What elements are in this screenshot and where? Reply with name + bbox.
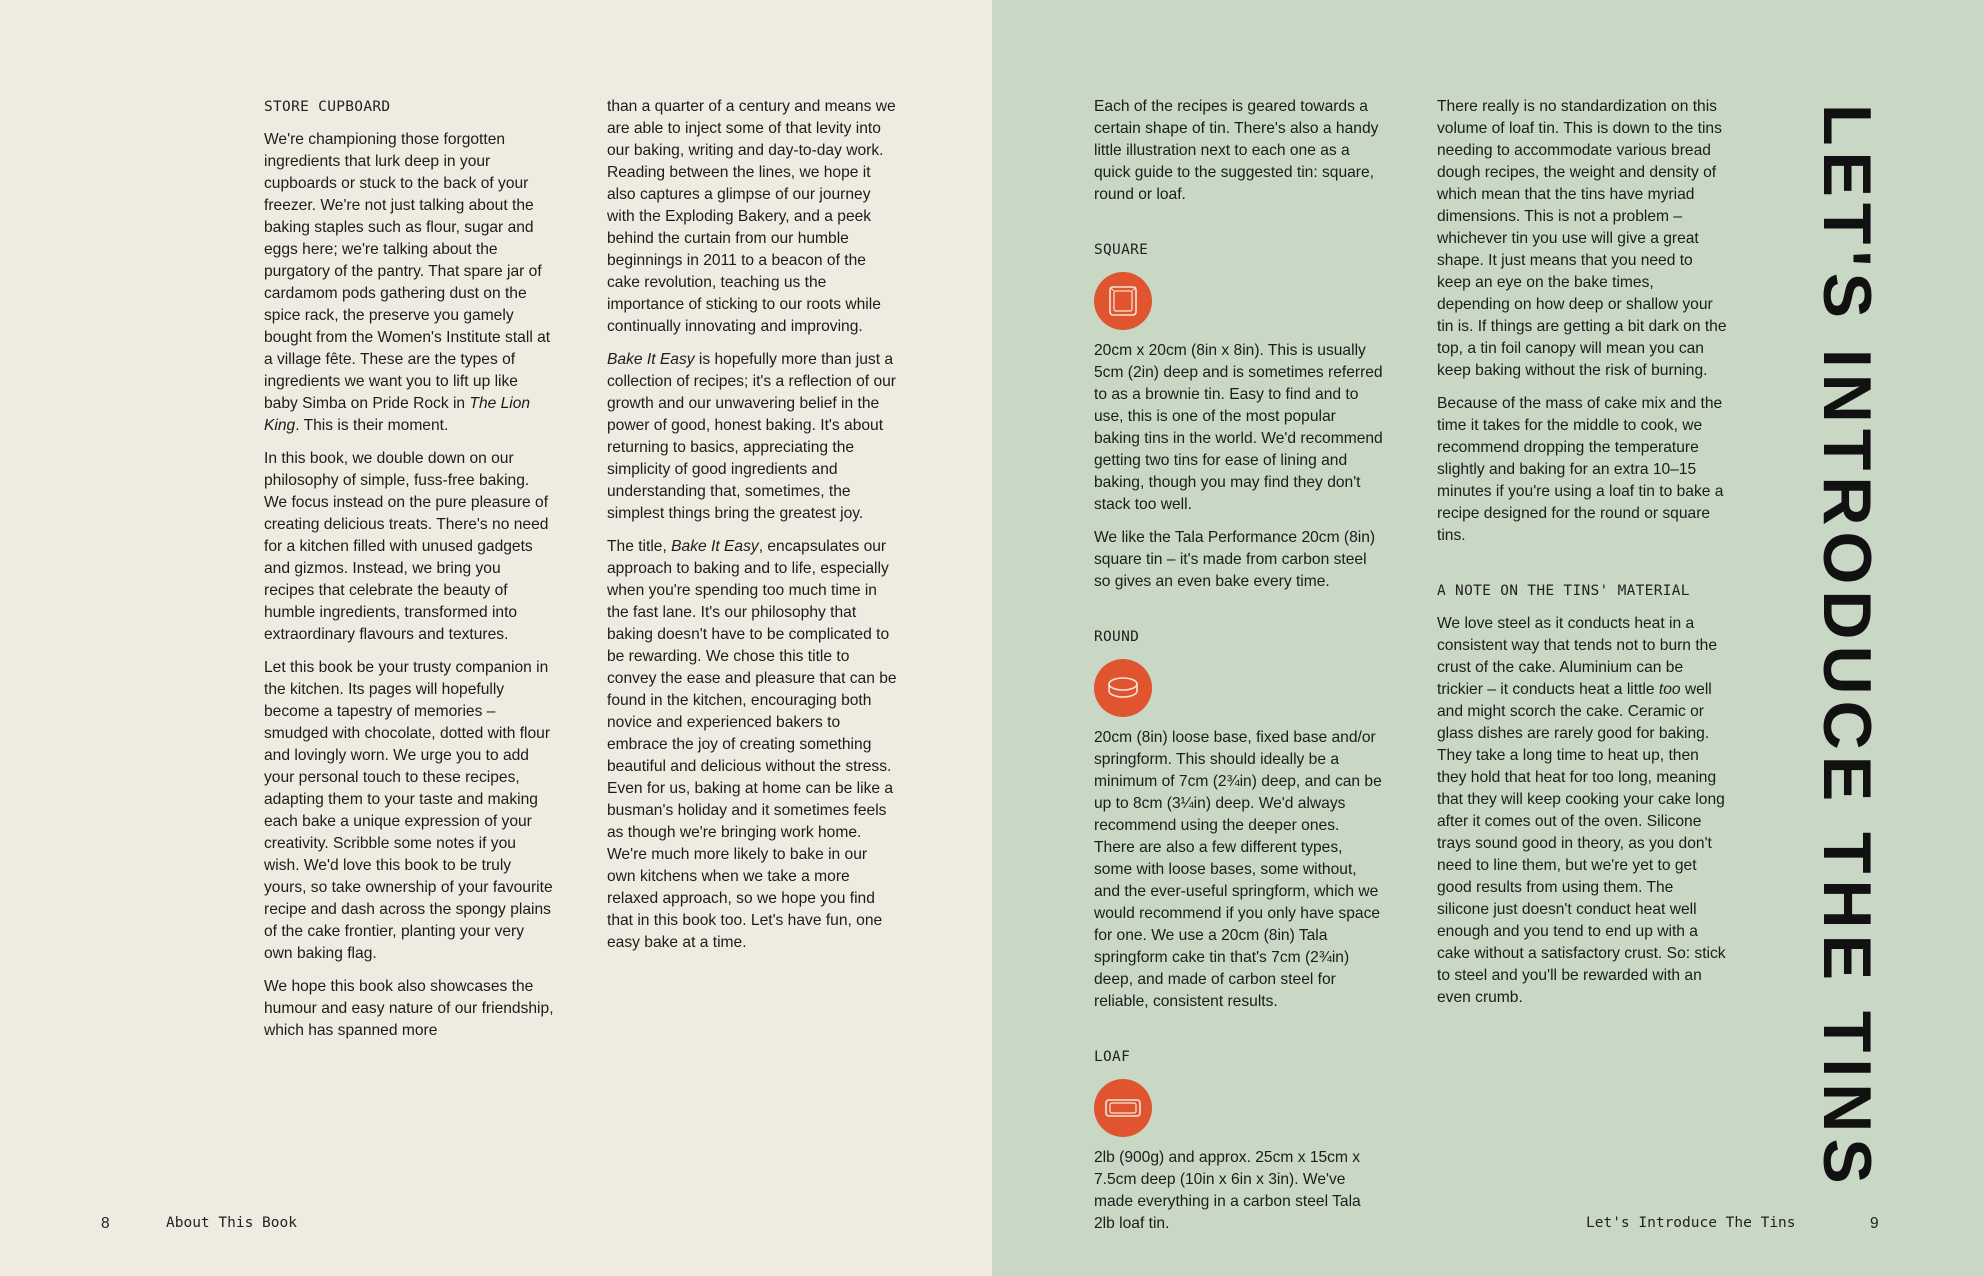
text: , encapsulates our approach to baking and to life, especially when you're spending too much time in the fast lane. It's our philosophy that baking doesn't have to be complicated to be rewarding. We chose this title to convey the ease and pleasure that can be found in the kitchen, encouraging both novice and experienced bakers to embrace the joy of creating something beautiful and delicious without the stress. Even for us, baking at home can be like a busman's holiday and it sometimes feels as though we're bringing work home. We're much more likely to bake in our own kitchens when we take a more relaxed approach, so we hope you find that in this book too. Let's have fun, one easy bake at a time.: [607, 538, 897, 951]
running-footer-right: Let's Introduce The Tins: [1586, 1215, 1796, 1231]
paragraph: We hope this book also showcases the humour and easy nature of our friendship, which has spanned more: [264, 978, 554, 1039]
section-heading-square: SQUARE: [1094, 242, 1149, 258]
right-column-2: [1437, 96, 1727, 1020]
paragraph: We like the Tala Performance 20cm (8in) square tin – it's made from carbon steel so gives an even bake every time.: [1094, 529, 1376, 590]
section-heading-store-cupboard: STORE CUPBOARD: [264, 99, 391, 115]
text: . This is their moment.: [295, 417, 449, 434]
paragraph: 20cm (8in) loose base, fixed base and/or springform. This should ideally be a minimum of 7cm (2¾in) deep, and can be up to 8cm (3¼in) deep. We'd always recommend using the deeper ones. There are also a few different types, some with loose bases, some without, and the ever-useful springform, which we would recommend if you only have space for one. We use a 20cm (8in) Tala springform cake tin that's 7cm (2¾in) deep, and made of carbon steel for reliable, consistent results.: [1094, 729, 1382, 1010]
italic-text: Bake It Easy: [607, 351, 695, 368]
paragraph: 2lb (900g) and approx. 25cm x 15cm x 7.5cm deep (10in x 6in x 3in). We've made everything in a carbon steel Tala 2lb loaf tin.: [1094, 1149, 1361, 1232]
text: We love steel as it conducts heat in a consistent way that tends not to burn the crust of the cake. Aluminium can be trickier – it conducts heat a little: [1437, 615, 1717, 698]
section-heading-tins-material: A NOTE ON THE TINS' MATERIAL: [1437, 583, 1690, 599]
italic-text: Bake It Easy: [671, 538, 759, 555]
paragraph: [1437, 613, 1727, 1009]
round-tin-icon: [1094, 659, 1152, 717]
paragraph: Let this book be your trusty companion in the kitchen. Its pages will hopefully become a tapestry of memories – smudged with chocolate, dotted with flour and lovingly worn. We urge you to add your personal touch to these recipes, adapting them to your taste and making each bake a unique expression of your creativity. Scribble some notes if you wish. We'd love this book to be truly yours, so take ownership of your favourite recipe and dash across the spongy plains of the cake frontier, planting your very own baking flag.: [264, 659, 553, 962]
text: The title,: [607, 538, 672, 555]
paragraph: 20cm x 20cm (8in x 8in). This is usually 5cm (2in) deep and is sometimes referred to as a brownie tin. Easy to find and to use, this is one of the most popular baking tins in the world. We'd recommend getting two tins for ease of lining and baking, though you may find they don't stack too well.: [1094, 342, 1383, 513]
text: is hopefully more than just a collection of recipes; it's a reflection of our growth and our unwavering belief in the power of good, honest baking. It's about returning to basics, appreciating the simplicity of good ingredients and understanding that, sometimes, the simplest things bring the greatest joy.: [607, 351, 897, 522]
page-number: 8: [101, 1215, 110, 1232]
right-page: [992, 0, 1984, 1276]
italic-text: too: [1658, 681, 1681, 698]
paragraph: than a quarter of a century and means we are able to inject some of that levity into our baking, writing and day-to-day work. Reading between the lines, we hope it also captures a glimpse of our journey with the Exploding Bakery, and a peek behind the curtain from our humble beginnings in 2011 to a beacon of the cake revolution, teaching us the importance of sticking to our roots while continually innovating and improving.: [607, 98, 896, 335]
page-number-left: [101, 1215, 110, 1233]
paragraph: Because of the mass of cake mix and the time it takes for the middle to cook, we recommend dropping the temperature slightly and baking for an extra 10–15 minutes if you're using a loaf tin to bake a recipe designed for the round or square tins.: [1437, 395, 1724, 544]
page-number: 9: [1870, 1215, 1879, 1232]
paragraph: In this book, we double down on our philosophy of simple, fuss-free baking. We focus instead on the pure pleasure of creating delicious treats. There's no need for a kitchen filled with unused gadgets and gizmos. Instead, we bring you recipes that celebrate the beauty of humble ingredients, transformed into extraordinary flavours and textures.: [264, 450, 549, 643]
left-column-1: [264, 96, 554, 1053]
page-title: LET'S INTRODUCE THE TINS: [1809, 104, 1885, 1190]
running-footer-left: About This Book: [166, 1215, 297, 1231]
page-number-right: [1870, 1215, 1879, 1233]
paragraph: Each of the recipes is geared towards a certain shape of tin. There's also a handy little illustration next to each one as a quick guide to the suggested tin: square, round or loaf.: [1094, 98, 1379, 203]
paragraph: [264, 129, 554, 437]
square-tin-icon: [1094, 272, 1152, 330]
left-column-2: [607, 96, 897, 965]
italic-text: The Lion King: [264, 395, 531, 434]
section-heading-loaf: LOAF: [1094, 1049, 1131, 1065]
paragraph: [607, 349, 897, 525]
title-wrapper: [1810, 104, 1890, 1196]
right-column-1: [1094, 96, 1384, 1246]
paragraph: There really is no standardization on this volume of loaf tin. This is down to the tins needing to accommodate various bread dough recipes, the weight and density of which mean that the tins have myriad dimensions. This is not a problem – whichever tin you use will give a great shape. It just means that you need to keep an eye on the bake times, depending on how deep or shallow your tin is. If things are getting a bit dark on the top, a tin foil canopy will mean you can keep baking without the risk of burning.: [1437, 98, 1727, 379]
section-heading-round: ROUND: [1094, 629, 1140, 645]
text: We're championing those forgotten ingredients that lurk deep in your cupboards or stuck to the back of your freezer. We're not just talking about the baking staples such as flour, sugar and eggs here; we're talking about the purgatory of the pantry. That spare jar of cardamom pods gathering dust on the spice rack, the preserve you gamely bought from the Women's Institute stall at a village fête. These are the types of ingredients we want you to lift up like baby Simba on Pride Rock in: [264, 131, 551, 412]
loaf-tin-icon: [1094, 1079, 1152, 1137]
text: well and might scorch the cake. Ceramic or glass dishes are rarely good for baking. They take a long time to heat up, then they hold that heat for too long, meaning that they will keep cooking your cake long after it comes out of the oven. Silicone trays sound good in theory, as you don't need to line them, but we're yet to get good results from using them. The silicone just doesn't conduct heat well enough and you tend to end up with a cake without a satisfactory crust. So: stick to steel and you'll be rewarded with an even crumb.: [1437, 681, 1726, 1006]
paragraph: [607, 536, 897, 954]
